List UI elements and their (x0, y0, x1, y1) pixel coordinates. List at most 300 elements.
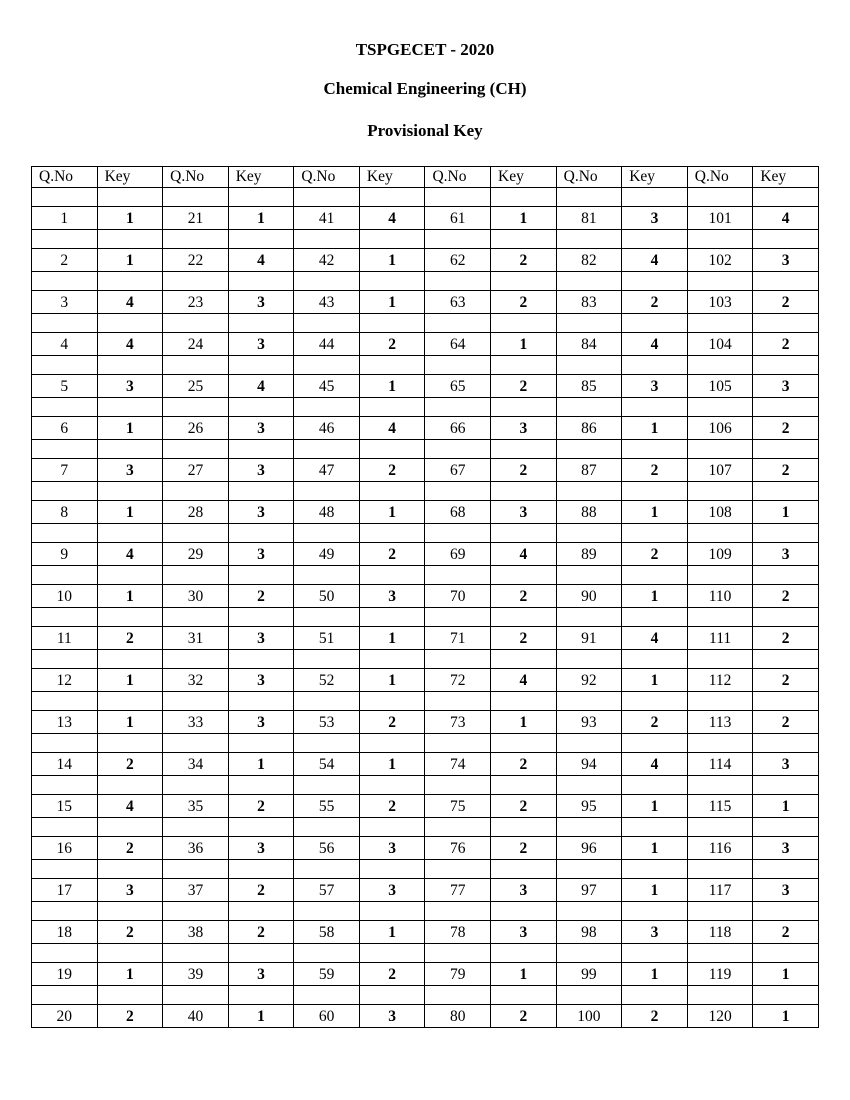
answer-key-cell: 1 (97, 669, 163, 692)
question-number-cell: 66 (425, 417, 491, 440)
empty-cell (359, 440, 425, 459)
empty-cell (97, 440, 163, 459)
question-number-cell: 85 (556, 375, 622, 398)
empty-cell (622, 818, 688, 837)
table-row (32, 753, 819, 776)
empty-cell (32, 482, 98, 501)
question-number-cell: 68 (425, 501, 491, 524)
question-number-cell: 86 (556, 417, 622, 440)
column-header-key: Key (622, 167, 688, 188)
answer-key-cell: 3 (359, 837, 425, 860)
answer-key-cell: 3 (228, 417, 294, 440)
question-number-cell: 26 (163, 417, 229, 440)
empty-cell (359, 482, 425, 501)
question-number-cell: 102 (687, 249, 753, 272)
answer-key-cell: 1 (359, 291, 425, 314)
answer-key-cell: 3 (228, 459, 294, 482)
question-number-cell: 50 (294, 585, 360, 608)
answer-key-cell: 3 (228, 963, 294, 986)
answer-key-cell: 2 (491, 753, 557, 776)
empty-cell (556, 482, 622, 501)
empty-cell (228, 272, 294, 291)
empty-cell (491, 566, 557, 585)
spacer-row (32, 440, 819, 459)
table-row (32, 333, 819, 356)
empty-cell (294, 944, 360, 963)
empty-cell (687, 272, 753, 291)
question-number-cell: 31 (163, 627, 229, 650)
answer-key-cell: 1 (359, 669, 425, 692)
empty-cell (163, 440, 229, 459)
question-number-cell: 88 (556, 501, 622, 524)
empty-cell (753, 608, 819, 627)
answer-key-cell: 1 (622, 669, 688, 692)
question-number-cell: 38 (163, 921, 229, 944)
answer-key-cell: 1 (228, 753, 294, 776)
answer-key-cell: 2 (753, 459, 819, 482)
spacer-row (32, 776, 819, 795)
empty-cell (163, 650, 229, 669)
empty-cell (294, 398, 360, 417)
empty-cell (556, 608, 622, 627)
question-number-cell: 94 (556, 753, 622, 776)
empty-cell (556, 902, 622, 921)
empty-cell (491, 902, 557, 921)
empty-cell (228, 524, 294, 543)
question-number-cell: 48 (294, 501, 360, 524)
empty-cell (425, 566, 491, 585)
question-number-cell: 95 (556, 795, 622, 818)
empty-cell (32, 230, 98, 249)
empty-cell (32, 356, 98, 375)
empty-cell (32, 902, 98, 921)
table-row (32, 669, 819, 692)
empty-cell (97, 482, 163, 501)
empty-cell (294, 902, 360, 921)
answer-key-cell: 4 (622, 249, 688, 272)
answer-key-cell: 1 (491, 333, 557, 356)
page-title: TSPGECET - 2020 (355, 40, 495, 59)
empty-cell (622, 230, 688, 249)
empty-cell (753, 902, 819, 921)
empty-cell (294, 566, 360, 585)
empty-cell (32, 524, 98, 543)
answer-key-cell: 1 (97, 249, 163, 272)
answer-key-cell: 2 (491, 249, 557, 272)
column-header-qno: Q.No (425, 167, 491, 188)
empty-cell (97, 650, 163, 669)
question-number-cell: 81 (556, 207, 622, 230)
question-number-cell: 15 (32, 795, 98, 818)
empty-cell (687, 650, 753, 669)
empty-cell (294, 314, 360, 333)
empty-cell (753, 440, 819, 459)
answer-key-cell: 2 (491, 291, 557, 314)
question-number-cell: 70 (425, 585, 491, 608)
answer-key-cell: 1 (753, 501, 819, 524)
spacer-row (32, 986, 819, 1005)
answer-key-cell: 3 (622, 375, 688, 398)
question-number-cell: 10 (32, 585, 98, 608)
empty-cell (622, 482, 688, 501)
answer-key-cell: 2 (359, 543, 425, 566)
question-number-cell: 19 (32, 963, 98, 986)
table-row (32, 795, 819, 818)
empty-cell (228, 482, 294, 501)
question-number-cell: 27 (163, 459, 229, 482)
spacer-row (32, 650, 819, 669)
empty-cell (294, 608, 360, 627)
column-header-qno: Q.No (556, 167, 622, 188)
empty-cell (753, 482, 819, 501)
empty-cell (228, 566, 294, 585)
table-row (32, 879, 819, 902)
question-number-cell: 22 (163, 249, 229, 272)
answer-key-cell: 2 (228, 921, 294, 944)
question-number-cell: 59 (294, 963, 360, 986)
empty-cell (491, 230, 557, 249)
empty-cell (425, 902, 491, 921)
table-row (32, 1005, 819, 1028)
empty-cell (491, 734, 557, 753)
answer-key-cell: 1 (491, 711, 557, 734)
question-number-cell: 3 (32, 291, 98, 314)
question-number-cell: 2 (32, 249, 98, 272)
question-number-cell: 97 (556, 879, 622, 902)
empty-cell (687, 608, 753, 627)
empty-cell (622, 566, 688, 585)
answer-key-cell: 2 (753, 417, 819, 440)
empty-cell (491, 944, 557, 963)
empty-cell (425, 314, 491, 333)
answer-key-cell: 1 (753, 795, 819, 818)
empty-cell (753, 188, 819, 207)
question-number-cell: 62 (425, 249, 491, 272)
question-number-cell: 20 (32, 1005, 98, 1028)
empty-cell (163, 902, 229, 921)
question-number-cell: 111 (687, 627, 753, 650)
empty-cell (359, 818, 425, 837)
answer-key-cell: 1 (359, 753, 425, 776)
question-number-cell: 116 (687, 837, 753, 860)
document-type-heading: Provisional Key (367, 121, 483, 140)
empty-cell (425, 482, 491, 501)
spacer-row (32, 860, 819, 879)
spacer-row (32, 230, 819, 249)
empty-cell (687, 482, 753, 501)
empty-cell (359, 398, 425, 417)
empty-cell (228, 608, 294, 627)
answer-key-cell: 1 (97, 585, 163, 608)
empty-cell (425, 230, 491, 249)
answer-key-cell: 3 (228, 627, 294, 650)
empty-cell (228, 356, 294, 375)
answer-key-cell: 3 (622, 921, 688, 944)
empty-cell (359, 860, 425, 879)
question-number-cell: 120 (687, 1005, 753, 1028)
spacer-row (32, 734, 819, 753)
empty-cell (228, 188, 294, 207)
empty-cell (753, 524, 819, 543)
question-number-cell: 45 (294, 375, 360, 398)
answer-key-cell: 4 (97, 795, 163, 818)
empty-cell (228, 692, 294, 711)
answer-key-cell: 3 (228, 333, 294, 356)
answer-key-cell: 2 (97, 1005, 163, 1028)
empty-cell (687, 986, 753, 1005)
empty-cell (425, 524, 491, 543)
empty-cell (556, 944, 622, 963)
empty-cell (163, 314, 229, 333)
empty-cell (425, 356, 491, 375)
empty-cell (687, 566, 753, 585)
empty-cell (753, 566, 819, 585)
empty-cell (425, 650, 491, 669)
question-number-cell: 80 (425, 1005, 491, 1028)
empty-cell (491, 692, 557, 711)
answer-key-cell: 4 (491, 669, 557, 692)
answer-key-cell: 3 (753, 879, 819, 902)
question-number-cell: 60 (294, 1005, 360, 1028)
question-number-cell: 8 (32, 501, 98, 524)
empty-cell (294, 230, 360, 249)
empty-cell (425, 692, 491, 711)
empty-cell (687, 398, 753, 417)
answer-key-cell: 3 (359, 879, 425, 902)
question-number-cell: 83 (556, 291, 622, 314)
spacer-row (32, 524, 819, 543)
answer-key-cell: 4 (491, 543, 557, 566)
question-number-cell: 18 (32, 921, 98, 944)
empty-cell (32, 986, 98, 1005)
column-header-key: Key (753, 167, 819, 188)
spacer-row (32, 566, 819, 585)
answer-key-cell: 2 (97, 627, 163, 650)
empty-cell (491, 776, 557, 795)
spacer-row (32, 272, 819, 291)
empty-cell (294, 818, 360, 837)
answer-key-cell: 2 (753, 627, 819, 650)
question-number-cell: 54 (294, 753, 360, 776)
answer-key-cell: 3 (228, 501, 294, 524)
empty-cell (359, 314, 425, 333)
empty-cell (228, 944, 294, 963)
empty-cell (97, 944, 163, 963)
column-header-qno: Q.No (32, 167, 98, 188)
answer-key-cell: 1 (359, 501, 425, 524)
answer-key-cell: 1 (622, 417, 688, 440)
empty-cell (359, 734, 425, 753)
empty-cell (294, 860, 360, 879)
answer-key-cell: 3 (97, 375, 163, 398)
question-number-cell: 30 (163, 585, 229, 608)
spacer-row (32, 902, 819, 921)
empty-cell (753, 692, 819, 711)
empty-cell (359, 566, 425, 585)
empty-cell (97, 398, 163, 417)
empty-cell (687, 944, 753, 963)
question-number-cell: 47 (294, 459, 360, 482)
question-number-cell: 92 (556, 669, 622, 692)
empty-cell (622, 776, 688, 795)
empty-cell (163, 608, 229, 627)
column-header-key: Key (228, 167, 294, 188)
empty-cell (32, 188, 98, 207)
question-number-cell: 40 (163, 1005, 229, 1028)
empty-cell (687, 524, 753, 543)
question-number-cell: 118 (687, 921, 753, 944)
table-row (32, 207, 819, 230)
answer-key-cell: 3 (228, 837, 294, 860)
empty-cell (622, 650, 688, 669)
question-number-cell: 89 (556, 543, 622, 566)
question-number-cell: 25 (163, 375, 229, 398)
question-number-cell: 109 (687, 543, 753, 566)
empty-cell (491, 272, 557, 291)
question-number-cell: 107 (687, 459, 753, 482)
question-number-cell: 4 (32, 333, 98, 356)
question-number-cell: 58 (294, 921, 360, 944)
question-number-cell: 42 (294, 249, 360, 272)
empty-cell (556, 818, 622, 837)
empty-cell (491, 986, 557, 1005)
question-number-cell: 13 (32, 711, 98, 734)
empty-cell (491, 440, 557, 459)
empty-cell (687, 692, 753, 711)
question-number-cell: 7 (32, 459, 98, 482)
answer-key-cell: 3 (622, 207, 688, 230)
question-number-cell: 24 (163, 333, 229, 356)
empty-cell (163, 818, 229, 837)
empty-cell (32, 776, 98, 795)
empty-cell (622, 440, 688, 459)
empty-cell (32, 944, 98, 963)
empty-cell (32, 692, 98, 711)
empty-cell (753, 986, 819, 1005)
empty-cell (294, 482, 360, 501)
empty-cell (163, 692, 229, 711)
answer-key-cell: 3 (359, 1005, 425, 1028)
empty-cell (294, 692, 360, 711)
question-number-cell: 119 (687, 963, 753, 986)
question-number-cell: 98 (556, 921, 622, 944)
empty-cell (687, 314, 753, 333)
answer-key-cell: 4 (359, 207, 425, 230)
answer-key-cell: 2 (359, 795, 425, 818)
answer-key-cell: 1 (622, 837, 688, 860)
answer-key-cell: 4 (359, 417, 425, 440)
empty-cell (687, 818, 753, 837)
question-number-cell: 77 (425, 879, 491, 902)
answer-key-cell: 1 (753, 1005, 819, 1028)
empty-cell (425, 440, 491, 459)
empty-cell (294, 650, 360, 669)
empty-cell (556, 650, 622, 669)
question-number-cell: 104 (687, 333, 753, 356)
answer-key-cell: 1 (359, 249, 425, 272)
table-row (32, 627, 819, 650)
empty-cell (359, 944, 425, 963)
question-number-cell: 75 (425, 795, 491, 818)
question-number-cell: 16 (32, 837, 98, 860)
empty-cell (491, 860, 557, 879)
empty-cell (556, 230, 622, 249)
question-number-cell: 53 (294, 711, 360, 734)
answer-key-cell: 1 (359, 375, 425, 398)
column-header-qno: Q.No (294, 167, 360, 188)
empty-cell (359, 356, 425, 375)
question-number-cell: 93 (556, 711, 622, 734)
empty-cell (163, 188, 229, 207)
question-number-cell: 79 (425, 963, 491, 986)
question-number-cell: 76 (425, 837, 491, 860)
empty-cell (97, 692, 163, 711)
table-row (32, 375, 819, 398)
empty-cell (491, 608, 557, 627)
answer-key-cell: 3 (491, 501, 557, 524)
empty-cell (687, 734, 753, 753)
question-number-cell: 55 (294, 795, 360, 818)
empty-cell (97, 524, 163, 543)
empty-cell (294, 272, 360, 291)
question-number-cell: 37 (163, 879, 229, 902)
empty-cell (163, 524, 229, 543)
empty-cell (556, 272, 622, 291)
empty-cell (32, 314, 98, 333)
empty-cell (491, 188, 557, 207)
answer-key-cell: 2 (228, 795, 294, 818)
question-number-cell: 96 (556, 837, 622, 860)
answer-key-cell: 3 (228, 711, 294, 734)
answer-key-cell: 1 (97, 963, 163, 986)
answer-key-cell: 2 (491, 837, 557, 860)
question-number-cell: 44 (294, 333, 360, 356)
answer-key-cell: 1 (359, 627, 425, 650)
empty-cell (753, 944, 819, 963)
table-row (32, 501, 819, 524)
empty-cell (32, 650, 98, 669)
empty-cell (359, 608, 425, 627)
empty-cell (556, 440, 622, 459)
empty-cell (97, 188, 163, 207)
answer-key-cell: 2 (97, 921, 163, 944)
question-number-cell: 69 (425, 543, 491, 566)
empty-cell (687, 776, 753, 795)
spacer-row (32, 692, 819, 711)
answer-key-cell: 3 (491, 417, 557, 440)
question-number-cell: 100 (556, 1005, 622, 1028)
answer-key-cell: 1 (359, 921, 425, 944)
empty-cell (556, 986, 622, 1005)
answer-key-cell: 3 (359, 585, 425, 608)
question-number-cell: 14 (32, 753, 98, 776)
empty-cell (32, 272, 98, 291)
empty-cell (556, 734, 622, 753)
question-number-cell: 64 (425, 333, 491, 356)
answer-key-cell: 1 (622, 963, 688, 986)
question-number-cell: 91 (556, 627, 622, 650)
question-number-cell: 113 (687, 711, 753, 734)
question-number-cell: 84 (556, 333, 622, 356)
answer-key-cell: 2 (491, 375, 557, 398)
empty-cell (687, 440, 753, 459)
answer-key-cell: 4 (228, 249, 294, 272)
answer-key-cell: 1 (622, 501, 688, 524)
empty-cell (97, 776, 163, 795)
empty-cell (359, 230, 425, 249)
empty-cell (294, 776, 360, 795)
empty-cell (425, 188, 491, 207)
